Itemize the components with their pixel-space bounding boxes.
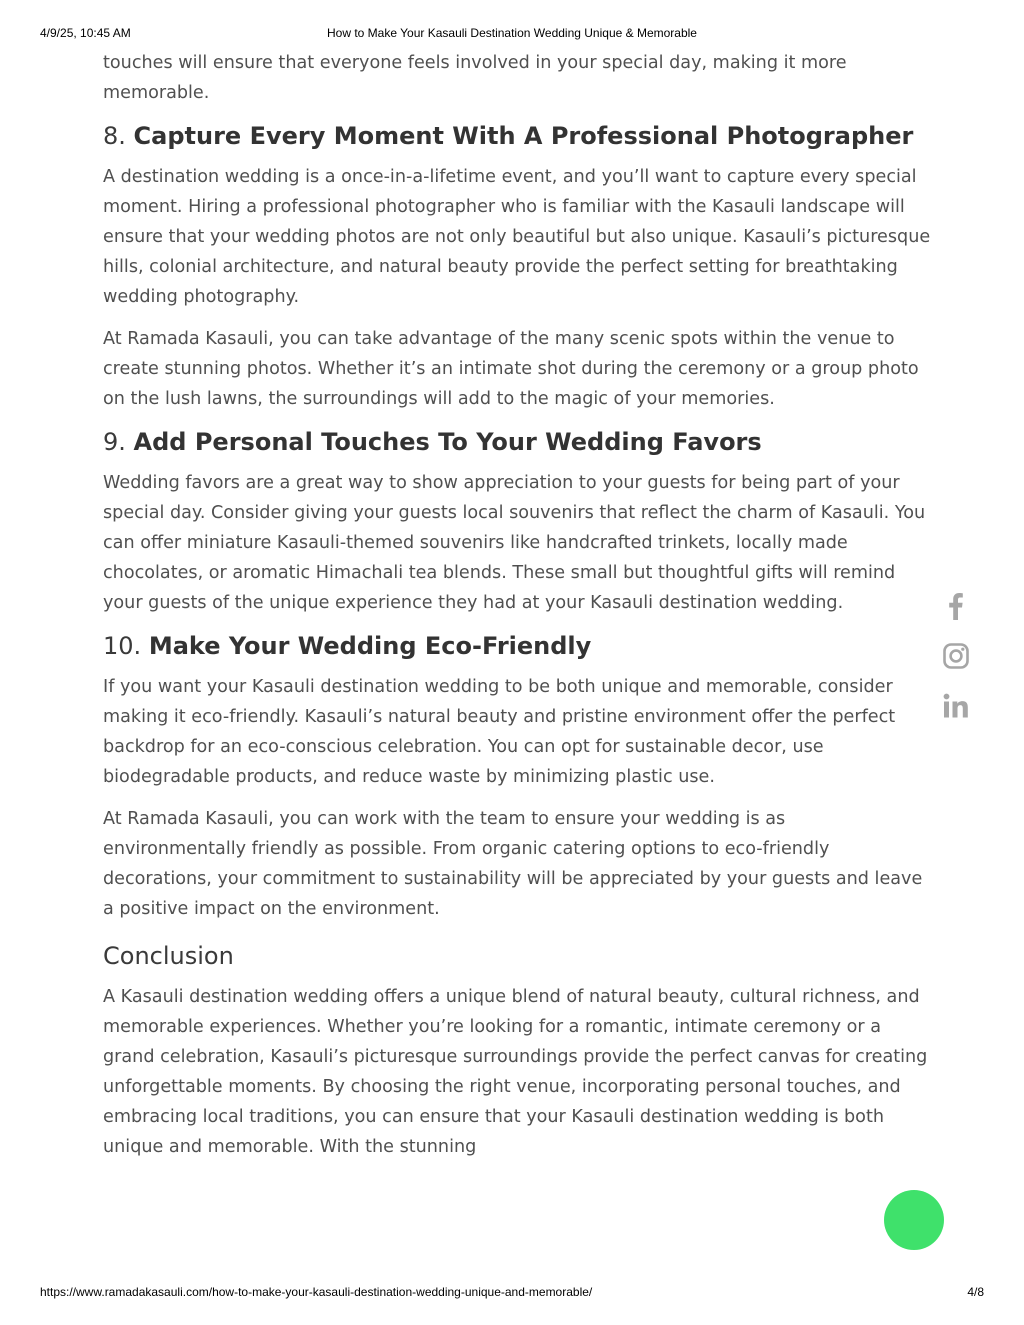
- section-heading-10: [103, 630, 933, 662]
- paragraph: If you want your Kasauli destination wedding to be both unique and memorable, consider making it eco-friendly. Kasauli’s natural beauty and pristine environment offer the perfect backdrop for an eco-conscious celebration. You can opt for sustainable decor, use biodegradable products, and reduce waste by minimizing plastic use.: [103, 677, 896, 787]
- section-number: 8.: [103, 122, 126, 150]
- article-content: [103, 48, 933, 1174]
- print-page-title: How to Make Your Kasauli Destination Wedding Unique & Memorable: [327, 26, 697, 40]
- instagram-icon[interactable]: [942, 642, 970, 670]
- section-number: 10.: [103, 632, 142, 660]
- section-title: Make Your Wedding Eco-Friendly: [148, 632, 592, 660]
- section-title: Capture Every Moment With A Professional Photographer: [133, 122, 914, 150]
- conclusion-paragraph: A Kasauli destination wedding offers a unique blend of natural beauty, cultural richness, and memorable experiences. Whether you’re looking for a romantic, intimate ceremony or a grand celebration, Kasauli’s picturesque surroundings provide the perfect canvas for creating unforgettable moments. By choosing the right venue, incorporating personal touches, and embracing local traditions, you can ensure that your Kasauli destination wedding is both unique and memorable. With the stunning: [103, 987, 928, 1157]
- social-share-bar: [942, 592, 972, 742]
- paragraph: At Ramada Kasauli, you can take advantage of the many scenic spots within the venue to create stunning photos. Whether it’s an intimate shot during the ceremony or a group photo on the lush lawns, the surroundings will add to the magic of your memories.: [103, 329, 919, 409]
- section-heading-8: [103, 120, 933, 152]
- linkedin-icon[interactable]: [942, 692, 970, 720]
- conclusion-heading: Conclusion: [103, 942, 234, 970]
- print-url: https://www.ramadakasauli.com/how-to-make-your-kasauli-destination-wedding-unique-and-memorable/: [40, 1285, 593, 1299]
- chat-button[interactable]: [884, 1190, 944, 1250]
- lead-in-paragraph: touches will ensure that everyone feels involved in your special day, making it more memorable.: [103, 53, 847, 103]
- paragraph: At Ramada Kasauli, you can work with the team to ensure your wedding is as environmentally friendly as possible. From organic catering options to eco-friendly decorations, your commitment to sustainability will be appreciated by your guests and leave a positive impact on the environment.: [103, 809, 923, 919]
- section-title: Add Personal Touches To Your Wedding Favors: [133, 428, 762, 456]
- paragraph: Wedding favors are a great way to show appreciation to your guests for being part of your special day. Consider giving your guests local souvenirs that reflect the charm of Kasauli. You can offer miniature Kasauli-themed souvenirs like handcrafted trinkets, locally made chocolates, or aromatic Himachali tea blends. These small but thoughtful gifts will remind your guests of the unique experience they had at your Kasauli destination wedding.: [103, 473, 926, 613]
- facebook-icon[interactable]: [942, 592, 970, 620]
- print-header: [0, 26, 1024, 42]
- section-number: 9.: [103, 428, 126, 456]
- print-page-number: 4/8: [967, 1285, 984, 1299]
- section-heading-9: [103, 426, 933, 458]
- print-datetime: 4/9/25, 10:45 AM: [40, 26, 131, 40]
- paragraph: A destination wedding is a once-in-a-lifetime event, and you’ll want to capture every special moment. Hiring a professional photographer who is familiar with the Kasauli landscape will ensure that your wedding photos are not only beautiful but also unique. Kasauli’s picturesque hills, colonial architecture, and natural beauty provide the perfect setting for breathtaking wedding photography.: [103, 167, 931, 307]
- print-footer: [0, 1285, 1024, 1301]
